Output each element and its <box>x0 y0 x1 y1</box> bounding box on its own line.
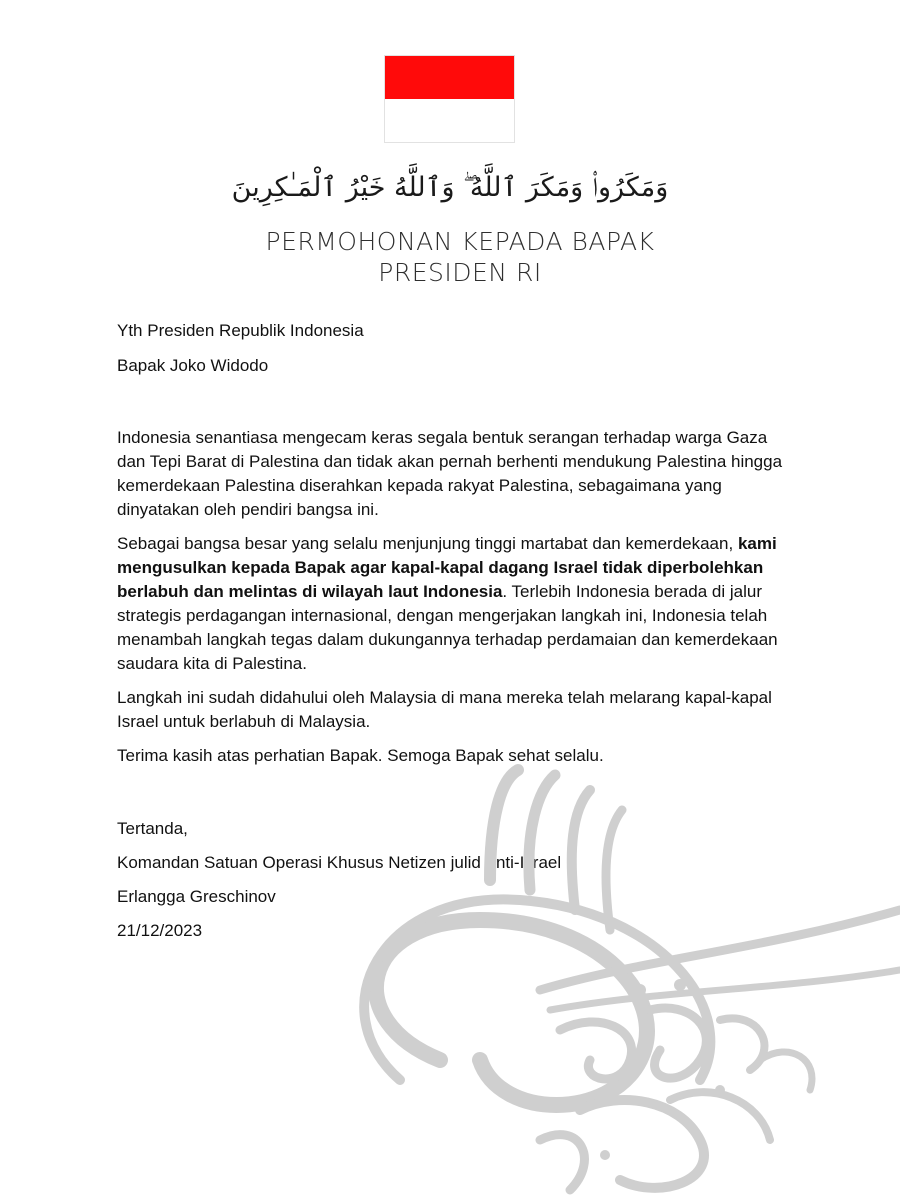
flag-white-band <box>385 99 514 142</box>
signature-name: Erlangga Greschinov <box>117 887 276 906</box>
salutation-recipient: Yth Presiden Republik Indonesia <box>117 321 364 340</box>
paragraph-2-rest: . Terlebih Indonesia berada di jalur strategis perdagangan internasional, dengan mengerjakan langkah ini, Indonesia telah menambah langkah tegas dalam dukungannya terhadap perdamaian dan kemerdekaan saudara kita di Palestina. <box>117 582 778 673</box>
indonesian-flag <box>384 55 515 143</box>
paragraph-3: Langkah ini sudah didahului oleh Malaysia di mana mereka telah melarang kapal-kapal Israel untuk berlabuh di Malaysia. <box>117 688 772 731</box>
paragraph-2-intro: Sebagai bangsa besar yang selalu menjunjung tinggi martabat dan kemerdekaan, <box>117 534 734 553</box>
paragraph-4: Terima kasih atas perhatian Bapak. Semoga Bapak sehat selalu. <box>117 746 604 765</box>
flag-red-band <box>385 56 514 99</box>
signature-closing: Tertanda, <box>117 819 188 838</box>
paragraph-2 <box>117 532 797 676</box>
paragraph-2-proposal: kami mengusulkan kepada Bapak agar kapal-kapal dagang Israel tidak diperbolehkan berlabuh dan melintas di wilayah laut Indonesia <box>117 534 777 601</box>
letter-title-line-2: PRESIDEN RI <box>378 258 542 287</box>
letter-title <box>0 226 900 288</box>
tughra-calligraphy-watermark <box>340 760 900 1200</box>
paragraph-1: Indonesia senantiasa mengecam keras segala bentuk serangan terhadap warga Gaza dan Tepi Barat di Palestina dan tidak akan pernah berhenti mendukung Palestina hingga kemerdekaan Palestina diserahkan kepada rakyat Palestina, sebagaimana yang dinyatakan oleh pendiri bangsa ini. <box>117 428 783 519</box>
salutation-name: Bapak Joko Widodo <box>117 356 269 375</box>
signature-date: 21/12/2023 <box>117 921 203 940</box>
letter-title-line-1: PERMOHONAN KEPADA BAPAK <box>265 227 655 256</box>
signature-position: Komandan Satuan Operasi Khusus Netizen julid Anti-Israel <box>117 853 562 872</box>
quran-verse: وَمَكَرُوا۟ وَمَكَرَ ٱللَّهُ ۖ وَٱللَّهُ خَيْرُ ٱلْمَـٰكِرِينَ <box>231 172 669 203</box>
